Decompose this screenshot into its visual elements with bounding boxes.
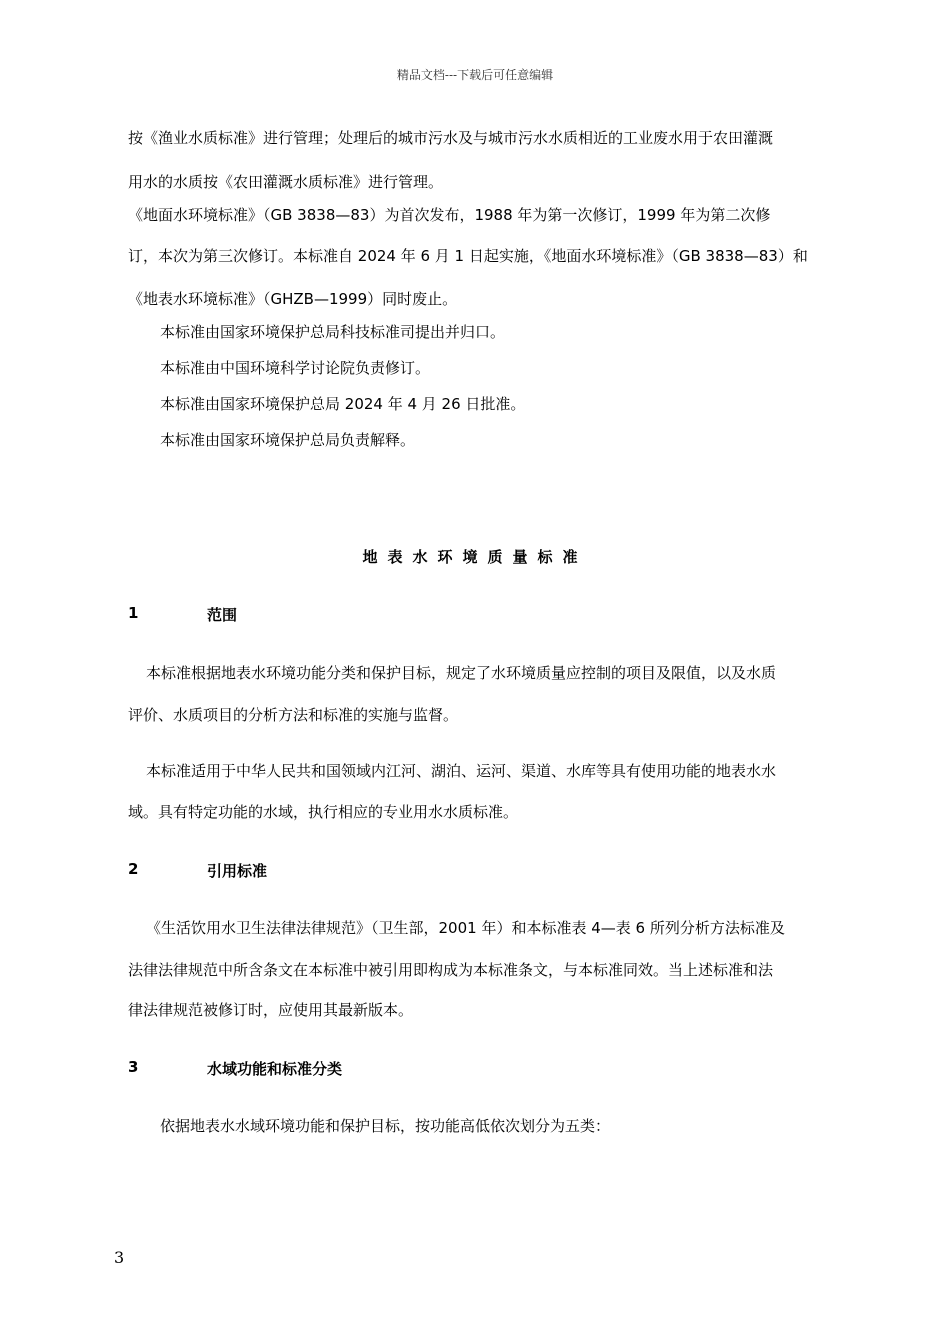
intro-line-4: 订，本次为第三次修订。本标准自 2024 年 6 月 1 日起实施，《地面水环境标准》（GB 3838—83）和 [128,247,808,265]
section-line: 本标准根据地表水环境功能分类和保护目标，规定了水环境质量应控制的项目及限值，以及水质 [146,664,777,682]
page-header: 精品文档---下载后可任意编辑 [396,68,554,82]
section-number: 2 [128,860,139,878]
section-title: 范围 [207,606,238,624]
intro-line-6: 本标准由国家环境保护总局科技标准司提出并归口。 [160,323,506,341]
section-title: 引用标准 [207,862,268,880]
section-title: 水域功能和标准分类 [207,1060,343,1078]
section-line: 域。具有特定功能的水域，执行相应的专业用水水质标准。 [128,803,519,821]
section-number: 3 [128,1058,139,1076]
page-number: 3 [114,1248,125,1267]
intro-line-5: 《地表水环境标准》（GHZB—1999）同时废止。 [128,290,458,308]
section-line: 本标准适用于中华人民共和国领域内江河、湖泊、运河、渠道、水库等具有使用功能的地表水水 [146,762,777,780]
intro-line-1: 按《渔业水质标准》进行管理；处理后的城市污水及与城市污水水质相近的工业废水用于农田灌溉 [128,129,774,147]
intro-line-3: 《地面水环境标准》（GB 3838—83）为首次发布，1988 年为第一次修订，1999 年为第二次修 [128,206,771,224]
section-line: 法律法律规范中所含条文在本标准中被引用即构成为本标准条文，与本标准同效。当上述标准和法 [128,961,774,979]
intro-line-9: 本标准由国家环境保护总局负责解释。 [160,431,416,449]
section-line: 评价、水质项目的分析方法和标准的实施与监督。 [128,706,459,724]
section-line: 律法律规范被修订时，应使用其最新版本。 [128,1001,414,1019]
section-line: 依据地表水水域环境功能和保护目标，按功能高低依次划分为五类： [160,1117,611,1135]
intro-line-8: 本标准由国家环境保护总局 2024 年 4 月 26 日批准。 [160,395,526,413]
section-line: 《生活饮用水卫生法律法律规范》（卫生部，2001 年）和本标准表 4—表 6 所列分析方法标准及 [146,919,785,937]
document-title: 地表水环境质量标准 [362,548,588,566]
section-number: 1 [128,604,139,622]
intro-line-7: 本标准由中国环境科学讨论院负责修订。 [160,359,431,377]
intro-line-2: 用水的水质按《农田灌溉水质标准》进行管理。 [128,173,444,191]
